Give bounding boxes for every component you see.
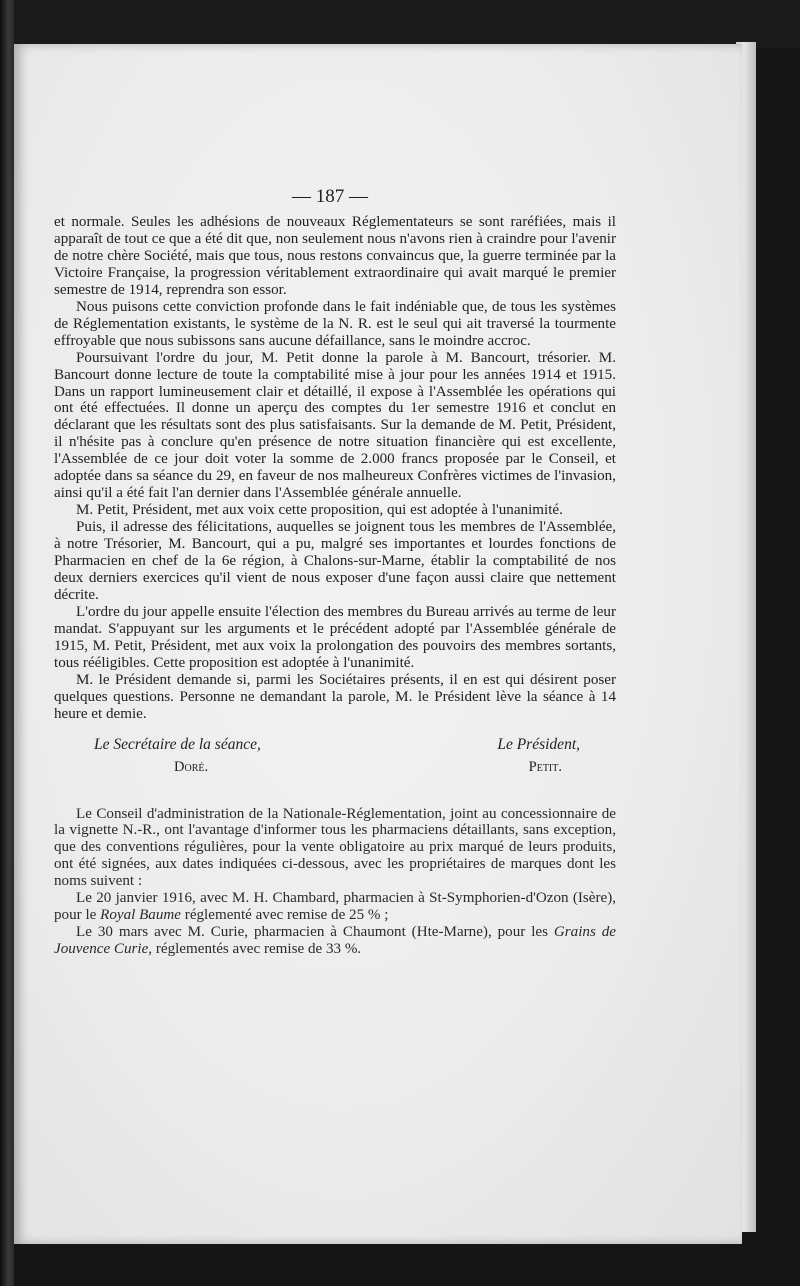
convention-item-2 (54, 924, 616, 958)
convention-item-1 (54, 890, 616, 924)
paragraph-4: M. Petit, Président, met aux voix cette proposition, qui est adoptée à l'unanimité. (76, 502, 563, 519)
paragraph-2: Nous puisons cette conviction profonde dans le fait indéniable que, de tous les systèmes de Réglementation existants, le système de la N. R. est le seul qui ait traversé la tourmente effroyable que nous subissons sans aucune défaillance, sans le moindre accroc. (54, 298, 616, 349)
convention-1-text: Le 20 janvier 1916, avec M. H. Chambard, pharmacien à St-Symphorien-d'Ozon (Isère), pour le (54, 890, 616, 924)
president-title: Le Président, (497, 735, 580, 753)
page-body (54, 214, 616, 958)
president-name: Petit. (528, 758, 562, 775)
convention-2-terms: , réglementés avec remise de 33 %. (148, 941, 362, 958)
conventions-section (54, 806, 616, 959)
conventions-intro: Le Conseil d'administration de la Nationale-Réglementation, joint au concessionnaire de la vignette N.-R., ont l'avantage d'informer tous les pharmaciens détaillants, sans exception, que des conventions régulières, pour la vente obligatoire au prix marqué de leurs produits, ont été signées, aux dates indiquées ci-dessous, avec les propriétaires de marques dont les noms suivent : (54, 805, 616, 890)
secretary-name: Doré. (174, 758, 209, 775)
page-number: — 187 — (292, 186, 368, 207)
signature-titles (54, 737, 616, 754)
convention-1-product: Royal Baume (100, 907, 182, 924)
convention-2-text: Le 30 mars avec M. Curie, pharmacien à Chaumont (Hte-Marne), pour les (76, 924, 554, 941)
convention-2-product: Grains de Jouvence Curie (54, 924, 616, 958)
paragraph-1: et normale. Seules les adhésions de nouveaux Réglementateurs se sont raréfiées, mais il apparaît de tout ce que a été dit que, non seulement nous n'avons rien à craindre pour l'avenir de notre chère Société, mais que tous, nous restons convaincus que, la guerre terminée par la Victoire Française, la progression véritablement extraordinaire qui avait marqué le premier semestre de 1914, reprendra son essor. (54, 214, 616, 298)
paragraph-6: L'ordre du jour appelle ensuite l'élection des membres du Bureau arrivés au terme de leur mandat. S'appuyant sur les arguments et le précédent adopté par l'Assemblée générale de 1915, M. Petit, Président, met aux voix la prolongation des pouvoirs des membres sortants, tous rééligibles. Cette proposition est adoptée à l'unanimité. (54, 603, 616, 671)
scanner-background (0, 0, 800, 48)
secretary-title: Le Secrétaire de la séance, (94, 735, 261, 753)
paragraph-3: Poursuivant l'ordre du jour, M. Petit donne la parole à M. Bancourt, trésorier. M. Bancourt donne lecture de toute la comptabilité mise à jour pour les années 1914 et 1915. Dans un rapport lumineusement clair et détaillé, il expose à l'Assemblée les opérations qui ont été effectuées. Il donne un aperçu des comptes du 1er semestre 1916 et conclut en déclarant que les résultats sont des plus satisfaisants. Sur la demande de M. Petit, Président, il n'hésite pas à conclure qu'en présence de notre situation financière qui est excellente, l'Assemblée de ce jour doit voter la somme de 2.000 francs proposée par le Conseil, et adoptée dans sa séance du 29, en faveur de nos malheureux Confrères victimes de l'invasion, ainsi qu'il a été fait l'an dernier dans l'Assemblée générale annuelle. (54, 349, 616, 502)
paragraph-5: Puis, il adresse des félicitations, auquelles se joignent tous les membres de l'Assemblée, à notre Trésorier, M. Bancourt, qui a pu, malgré ses importantes et lourdes fonctions de Pharmacien en chef de la 6e région, à Chalons-sur-Marne, établir la comptabilité de nos deux derniers exercices qu'il vient de nous exposer d'une façon aussi claire que nettement décrite. (54, 519, 616, 603)
paragraph-7: M. le Président demande si, parmi les Sociétaires présents, il en est qui désirent poser quelques questions. Personne ne demandant la parole, M. le Président lève la séance à 14 heure et demie. (54, 671, 616, 722)
signature-names (54, 759, 616, 776)
convention-1-terms: réglementé avec remise de 25 % ; (181, 907, 389, 924)
